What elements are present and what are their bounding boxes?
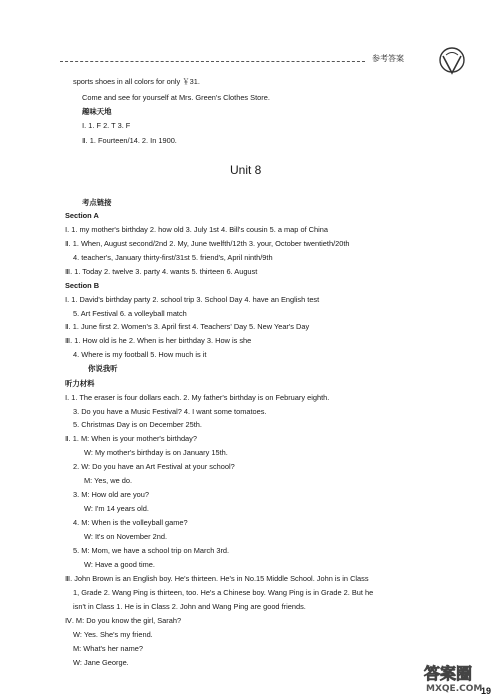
text-line: 考点链接 — [82, 198, 112, 207]
text-line: W: Jane George. — [73, 658, 129, 667]
text-line: 听力材料 — [65, 379, 95, 388]
text-line: isn't in Class 1. He is in Class 2. John and Wang Ping are good friends. — [73, 602, 306, 611]
text-line: W: Yes. She's my friend. — [73, 630, 153, 639]
text-line: Ⅱ. 1. June first 2. Women's 3. April first 4. Teachers' Day 5. New Year's Day — [65, 322, 310, 331]
text-line: Ⅰ. 1. The eraser is four dollars each. 2. My father's birthday is on February eighth. — [65, 393, 330, 402]
header-title: 参考答案 — [372, 54, 404, 63]
text-line: Come and see for yourself at Mrs. Green's Clothes Store. — [82, 93, 270, 102]
text-line: Ⅰ. 1. David's birthday party 2. school trip 3. School Day 4. have an English test — [65, 295, 320, 304]
header-line — [60, 61, 365, 62]
text-line: Section B — [65, 281, 100, 290]
text-line: W: My mother's birthday is on January 15th. — [84, 448, 228, 457]
text-line: Ⅲ. 1. Today 2. twelve 3. party 4. wants 5. thirteen 6. August — [65, 267, 258, 276]
header-logo-icon — [438, 46, 466, 76]
text-line: 4. M: When is the volleyball game? — [73, 518, 188, 527]
text-line: 3. M: How old are you? — [73, 490, 149, 499]
text-line: 5. M: Mom, we have a school trip on March 3rd. — [73, 546, 230, 555]
text-line: 4. teacher's, January thirty-first/31st 5. friend's, April ninth/9th — [73, 253, 273, 262]
text-line: W: Have a good time. — [84, 560, 155, 569]
text-line: sports shoes in all colors for only ￥31. — [73, 77, 200, 86]
text-line: Section A — [65, 211, 99, 220]
text-line: W: It's on November 2nd. — [84, 532, 168, 541]
text-line: 4. Where is my football 5. How much is it — [73, 350, 207, 359]
unit-title: Unit 8 — [230, 163, 262, 177]
text-line: 趣味天地 — [82, 107, 112, 116]
text-line: M: What's her name? — [73, 644, 144, 653]
text-line: Ⅱ. 1. Fourteen/14. 2. In 1900. — [82, 136, 177, 145]
text-line: 3. Do you have a Music Festival? 4. I want some tomatoes. — [73, 407, 267, 416]
text-line: Ⅰ. 1. my mother's birthday 2. how old 3. July 1st 4. Bill's cousin 5. a map of China — [65, 225, 328, 234]
text-line: 1, Grade 2. Wang Ping is thirteen, too. He's a Chinese boy. Wang Ping is in Grade 2. But he — [73, 588, 374, 597]
text-line: Ⅲ. John Brown is an English boy. He's thirteen. He's in No.15 Middle School. John is in Class — [65, 574, 369, 583]
text-line: 5. Christmas Day is on December 25th. — [73, 420, 202, 429]
watermark-bottom: MXQE.COM — [426, 684, 483, 694]
text-line: M: Yes, we do. — [84, 476, 133, 485]
text-line: Ⅱ. 1. M: When is your mother's birthday? — [65, 434, 197, 443]
text-line: Ⅱ. 1. When, August second/2nd 2. My, June twelfth/12th 3. your, October twentieth/20th — [65, 239, 350, 248]
text-line: Ⅲ. 1. How old is he 2. When is her birthday 3. How is she — [65, 336, 252, 345]
text-line: Ⅰ. 1. F 2. T 3. F — [82, 121, 131, 130]
text-line: Ⅳ. M: Do you know the girl, Sarah? — [65, 616, 182, 625]
text-line: 5. Art Festival 6. a volleyball match — [73, 309, 187, 318]
text-line: 你说我听 — [88, 364, 118, 373]
watermark-top: 答案圈 — [424, 664, 473, 683]
text-line: 2. W: Do you have an Art Festival at your school? — [73, 462, 235, 471]
page-number: 19 — [481, 686, 492, 696]
text-line: W: I'm 14 years old. — [84, 504, 149, 513]
